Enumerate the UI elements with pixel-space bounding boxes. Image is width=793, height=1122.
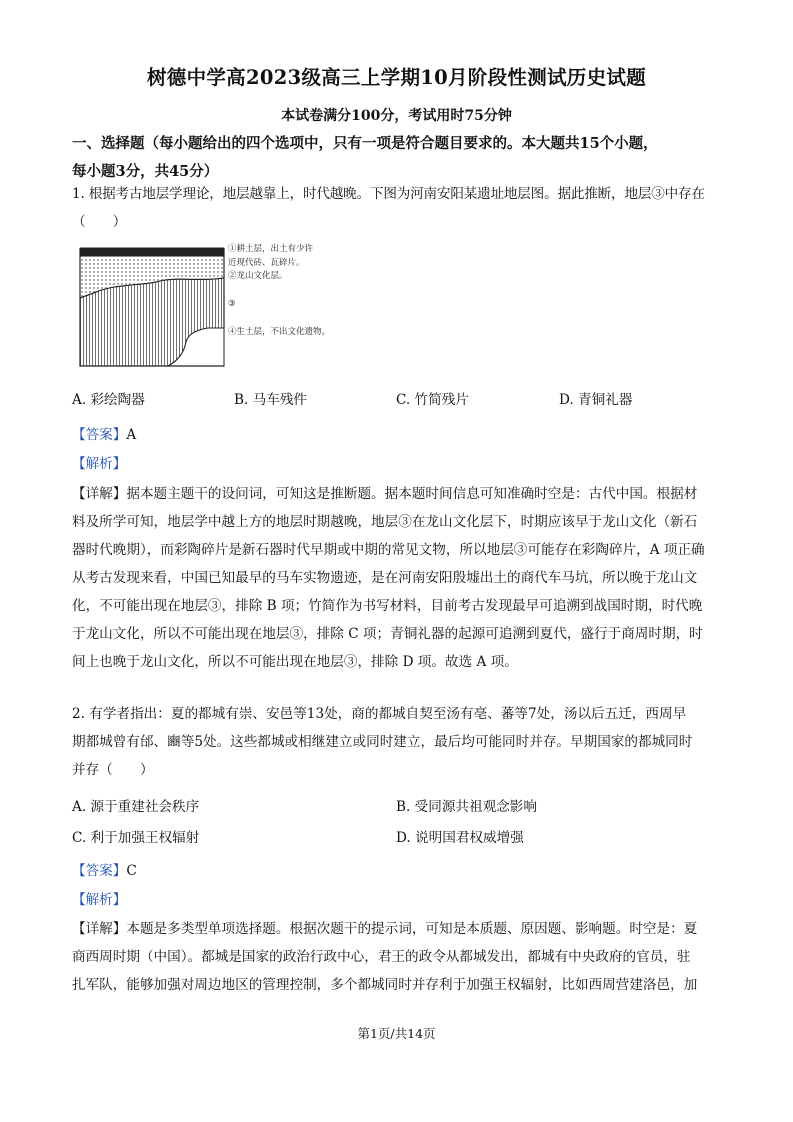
layer-1 (80, 248, 224, 256)
question-2-stem (72, 700, 724, 784)
q1-option-c: C. 竹简残片 (396, 392, 469, 408)
q2-detail (72, 915, 724, 999)
q2-detail-tag: 【详解】 (72, 921, 127, 937)
q1-option-d: D. 青铜礼器 (559, 392, 633, 408)
q1-detail-tag: 【详解】 (72, 486, 127, 502)
section-heading-line-2: 每小题3分，共45分） (72, 163, 219, 180)
q1-detail (72, 480, 724, 676)
q2-option-a: A. 源于重建社会秩序 (72, 799, 200, 815)
q1-detail-line-3: 器时代晚期），而彩陶碎片是新石器时代早期或中期的常见文物，所以地层③可能存在彩陶碎片，A 项正确 (72, 542, 705, 558)
section-heading-line-1: 一、选择题（每小题给出的四个选项中，只有一项是符合题目要求的。本大题共15个小题， (72, 135, 658, 152)
question-2-stem-line-3: 并存（ ） (72, 762, 154, 778)
stratigraphy-figure (76, 242, 376, 372)
q2-detail-line-1: 本题是多类型单项选择题。根据次题干的提示词，可知是本质题、原因题、影响题。时空是：夏 (126, 921, 698, 937)
q2-answer-value: C (126, 863, 137, 879)
legend-layer-1a: ①耕土层，出土有少许 (228, 244, 314, 254)
q2-answer-tag: 【答案】 (72, 863, 127, 879)
q1-option-a: A. 彩绘陶器 (72, 392, 145, 408)
question-1-stem-line-1: 1. 根据考古地层学理论，地层越靠上，时代越晚。下图为河南安阳某遗址地层图。据此推断，地层③中存在 (72, 186, 705, 202)
question-1-stem-line-2: （ ） (72, 214, 127, 230)
legend-layer-2: ②龙山文化层。 (228, 271, 288, 281)
q2-detail-line-2: 商西周时期（中国）。都城是国家的政治行政中心，君王的政令从都城发出，都城有中央政府的官员，驻 (72, 949, 691, 965)
q1-answer-value: A (126, 427, 137, 443)
legend-layer-4: ④生土层，不出文化遗物。 (228, 327, 331, 337)
q1-detail-line-1: 据本题主题干的设问词，可知这是推断题。据本题时间信息可知准确时空是：古代中国。根据材 (126, 486, 698, 502)
question-1-stem (72, 180, 724, 236)
q1-detail-line-2: 料及所学可知，地层学中越上方的地层时期越晚，地层③在龙山文化层下，时期应该早于龙山文化（新石 (72, 514, 698, 530)
exam-info: 本试卷满分100分，考试用时75分钟 (281, 108, 512, 124)
q1-answer-tag: 【答案】 (72, 427, 127, 443)
q1-detail-line-4: 从考古发现来看，中国已知最早的马车实物遗迹，是在河南安阳殷墟出土的商代车马坑，所以晚于龙山文 (72, 570, 698, 586)
q2-option-b: B. 受同源共祖观念影响 (396, 799, 537, 815)
page-number: 第1页/共14页 (357, 1026, 436, 1041)
q2-detail-line-3: 扎军队，能够加强对周边地区的管理控制，多个都城同时并存利于加强王权辐射，比如西周营建洛邑，加 (72, 977, 698, 993)
q1-detail-line-5: 化，不可能出现在地层③，排除 B 项；竹简作为书写材料，目前考古发现最早可追溯到战国时期，时代晚 (72, 598, 703, 614)
q1-answer (72, 423, 136, 443)
q1-option-b: B. 马车残件 (234, 392, 308, 408)
question-2-stem-line-1: 2. 有学者指出：夏的都城有崇、安邑等13处，商的都城自契至汤有亳、蕃等7处，汤以后五迁，西周早 (72, 706, 687, 722)
q2-answer (72, 859, 137, 879)
section-heading (72, 130, 724, 186)
q1-detail-line-7: 间上也晚于龙山文化，所以不可能出现在地层③，排除 D 项。故选 A 项。 (72, 654, 518, 670)
q1-analysis-tag: 【解析】 (72, 456, 127, 472)
legend-layer-3: ③ (228, 299, 236, 309)
page-title: 树德中学高2023级高三上学期10月阶段性测试历史试题 (146, 66, 646, 89)
question-2-stem-line-2: 期都城曾有邰、豳等5处。这些都城或相继建立或同时建立，最后均可能同时并存。早期国家的都城同时 (72, 734, 693, 750)
q2-option-c: C. 利于加强王权辐射 (72, 830, 200, 846)
q2-option-d: D. 说明国君权威增强 (396, 830, 524, 846)
q2-analysis-tag: 【解析】 (72, 892, 127, 908)
q1-detail-line-6: 于龙山文化，所以不可能出现在地层③，排除 C 项；青铜礼器的起源可追溯到夏代，盛行于商周时期，时 (72, 626, 703, 642)
legend-layer-1b: 近现代砖、瓦碎片。 (228, 258, 305, 268)
